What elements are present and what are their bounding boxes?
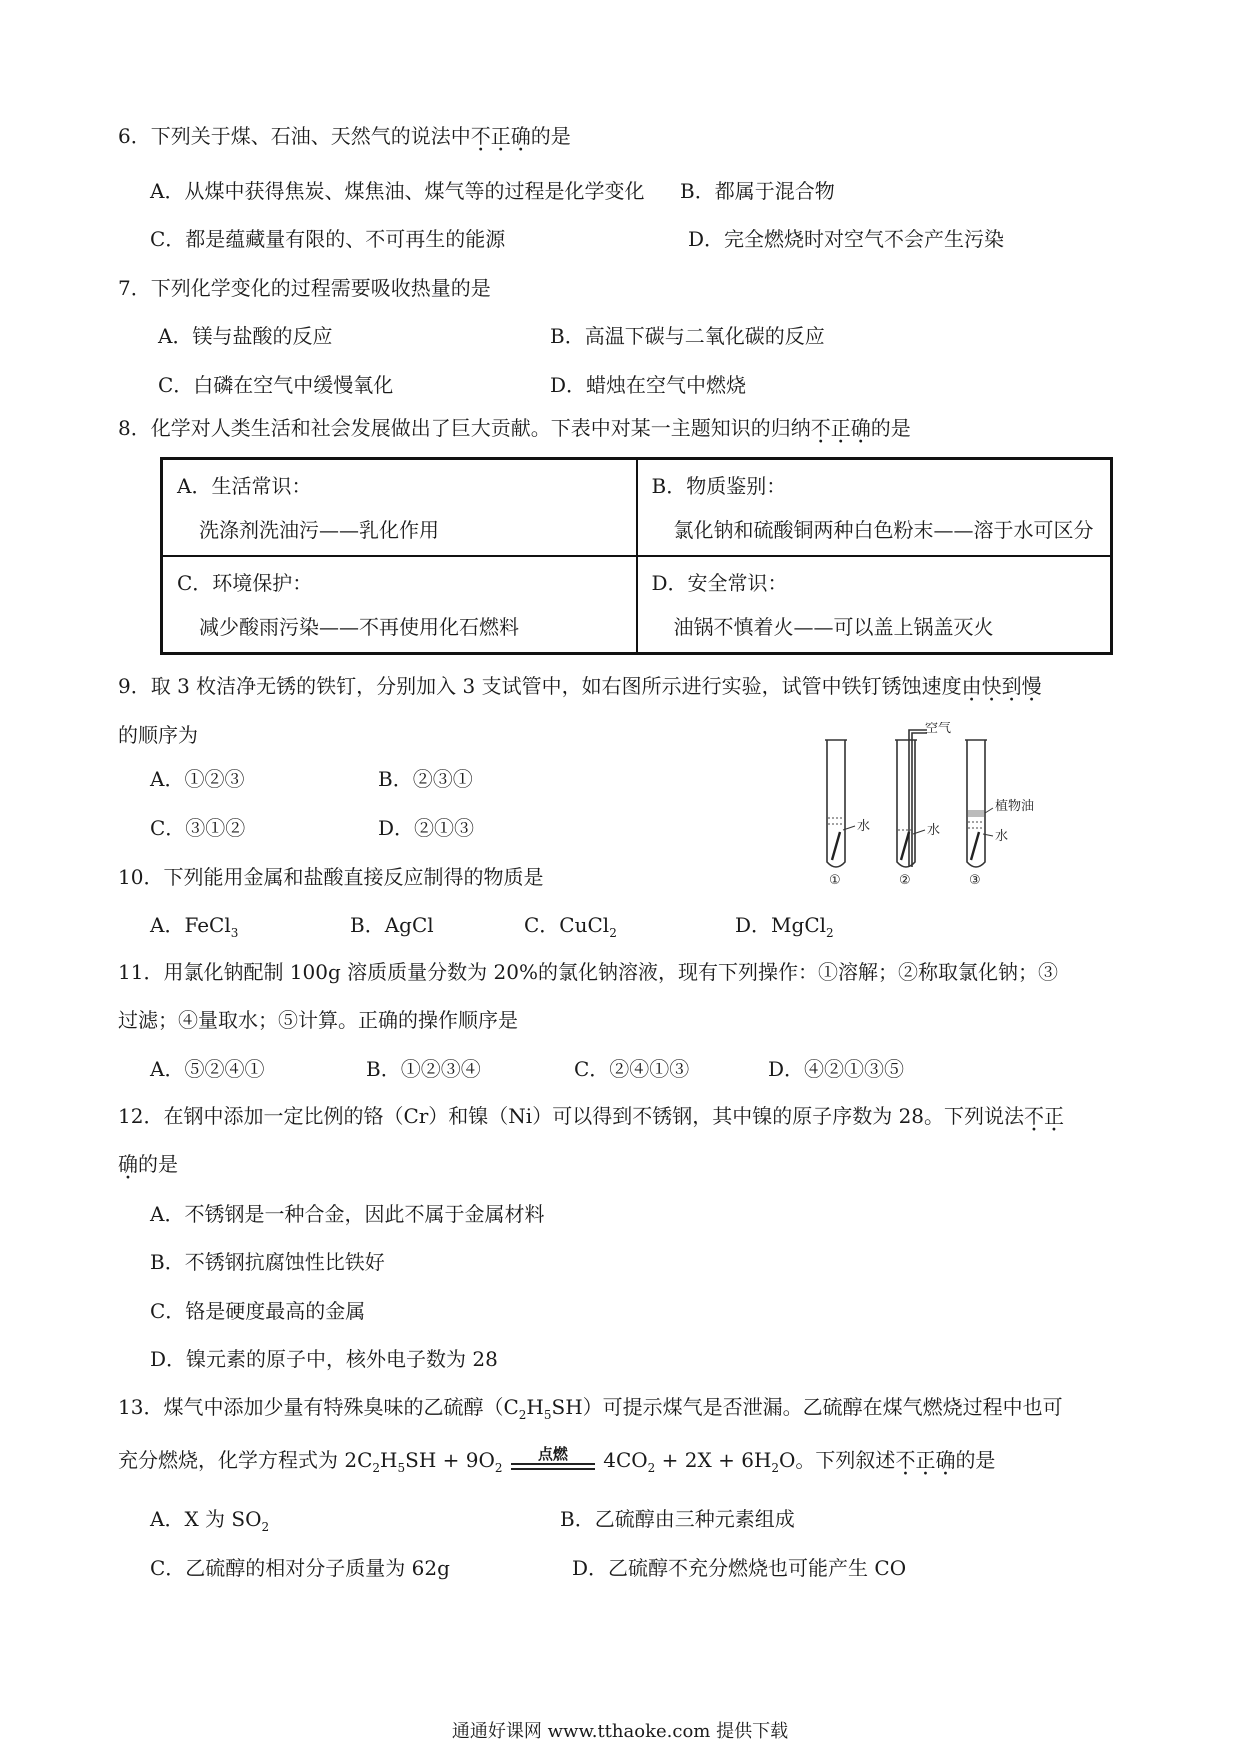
q6-option-a: A．从煤中获得焦炭、煤焦油、煤气等的过程是化学变化 — [150, 179, 645, 203]
reaction-condition: 点燃 — [509, 1454, 597, 1482]
nail-1 — [832, 832, 840, 860]
cell-b-body: 氯化钠和硫酸铜两种白色粉末——溶于水可区分 — [673, 518, 1094, 542]
q7-option-d: D．蜡烛在空气中燃烧 — [550, 373, 747, 397]
q9-option-c: C．③①② — [150, 816, 246, 840]
q13-option-d: D．乙硫醇不充分燃烧也可能产生 CO — [572, 1556, 907, 1580]
q12-option-b: B．不锈钢抗腐蚀性比铁好 — [150, 1250, 385, 1274]
cell-d-body: 油锅不慎着火——可以盖上锅盖灭火 — [673, 615, 994, 639]
q10-stem: 10．下列能用金属和盐酸直接反应制得的物质是 — [118, 865, 544, 889]
tube-3 — [965, 740, 987, 867]
q6-option-b: B．都属于混合物 — [680, 179, 835, 203]
q13-option-a: A．X 为 $SO_2$ — [150, 1507, 270, 1534]
q11-option-a: A．⑤②④① — [150, 1057, 265, 1081]
q13-option-c: C．乙硫醇的相对分子质量为 62g — [150, 1556, 450, 1580]
q11-stem: 11．用氯化钠配制 100g 溶质质量分数为 20%的氯化钠溶液，现有下列操作：①溶解；②称取氯化钠；③ — [118, 960, 1058, 984]
q11-option-c: C．②④①③ — [574, 1057, 690, 1081]
q10-option-a: A．FeCl$_3$ — [150, 913, 239, 940]
oil-layer — [968, 810, 984, 817]
label-tube-1: ① — [829, 873, 841, 887]
tube-2 — [895, 740, 917, 867]
label-tube-3: ③ — [969, 873, 981, 887]
q7-option-b: B．高温下碳与二氧化碳的反应 — [550, 324, 825, 348]
q6-option-c: C．都是蕴藏量有限的、不可再生的能源 — [150, 227, 506, 251]
q13-stem: 13．煤气中添加少量有特殊臭味的乙硫醇$(C_2H_5SH)$可提示煤气是否泄漏。乙硫醇在煤气燃烧过程中也可 — [118, 1395, 1063, 1422]
q11-option-d: D．④②①③⑤ — [768, 1057, 905, 1081]
q10-option-c: C．CuCl$_2$ — [524, 913, 617, 940]
q12-option-c: C．铬是硬度最高的金属 — [150, 1299, 366, 1323]
label-tube-2: ② — [899, 873, 911, 887]
cell-a-title: A．生活常识： — [177, 474, 312, 498]
q9-option-b: B．②③① — [378, 767, 473, 791]
nail-2 — [901, 832, 909, 860]
q9-option-d: D．②①③ — [378, 816, 475, 840]
q9-stem: 9．取 3 枚洁净无锈的铁钉，分别加入 3 支试管中，如右图所示进行实验，试管中铁钉锈蚀速度由快到慢 — [118, 674, 1042, 698]
q8-stem: 8．化学对人类生活和社会发展做出了巨大贡献。下表中对某一主题知识的归纳不正确的是 — [118, 416, 911, 440]
q11-option-b: B．①②③④ — [366, 1057, 481, 1081]
q13-option-b: B．乙硫醇由三种元素组成 — [560, 1507, 795, 1531]
table-cell-b — [637, 459, 1112, 557]
cell-c-title: C．环境保护： — [177, 571, 313, 595]
nail-3 — [971, 832, 979, 860]
q11-stem-line2: 过滤；④量取水；⑤计算。正确的操作顺序是 — [118, 1008, 518, 1032]
cell-d-title: D．安全常识： — [651, 571, 788, 595]
table-cell-c — [162, 556, 637, 654]
q7-option-c: C．白磷在空气中缓慢氧化 — [158, 373, 394, 397]
q13-stem-line2: 充分燃烧，化学方程式为 $2C_2H_5SH + 9O_2$ 点燃 $4CO_2 + 2X + 6H_2O$。下列叙述不正确的是 — [118, 1446, 995, 1482]
label-water-1: 水 — [857, 819, 871, 834]
label-air: 空气 — [925, 722, 952, 736]
q7-option-a: A．镁与盐酸的反应 — [158, 324, 333, 348]
label-water-2: 水 — [927, 823, 941, 838]
q12-option-d: D．镍元素的原子中，核外电子数为 28 — [150, 1347, 498, 1371]
label-water-3: 水 — [995, 829, 1009, 844]
test-tube-figure — [815, 722, 1055, 887]
q12-option-a: A．不锈钢是一种合金，因此不属于金属材料 — [150, 1202, 545, 1226]
q12-stem: 12．在钢中添加一定比例的铬（Cr）和镍（Ni）可以得到不锈钢，其中镍的原子序数为 28。下列说法不正 — [118, 1104, 1065, 1128]
table-cell-a — [162, 459, 637, 557]
q9-stem-line2: 的顺序为 — [118, 723, 198, 747]
cell-b-title: B．物质鉴别： — [651, 474, 787, 498]
q10-option-b: B．AgCl — [350, 913, 434, 937]
table-cell-d — [637, 556, 1112, 654]
q7-stem: 7．下列化学变化的过程需要吸收热量的是 — [118, 276, 491, 300]
q10-option-d: D．MgCl$_2$ — [735, 913, 834, 940]
q9-option-a: A．①②③ — [150, 767, 245, 791]
q6-option-d: D．完全燃烧时对空气不会产生污染 — [688, 227, 1005, 251]
label-oil: 植物油 — [995, 799, 1035, 814]
q6-stem: 6．下列关于煤、石油、天然气的说法中不正确的是 — [118, 124, 571, 148]
q12-stem-line2: 确的是 — [118, 1152, 178, 1176]
cell-a-body: 洗涤剂洗油污——乳化作用 — [199, 518, 439, 542]
cell-c-body: 减少酸雨污染——不再使用化石燃料 — [199, 615, 519, 639]
knowledge-table — [160, 457, 1113, 655]
page-footer: 通通好课网 www.tthaoke.com 提供下载 — [451, 1721, 789, 1742]
